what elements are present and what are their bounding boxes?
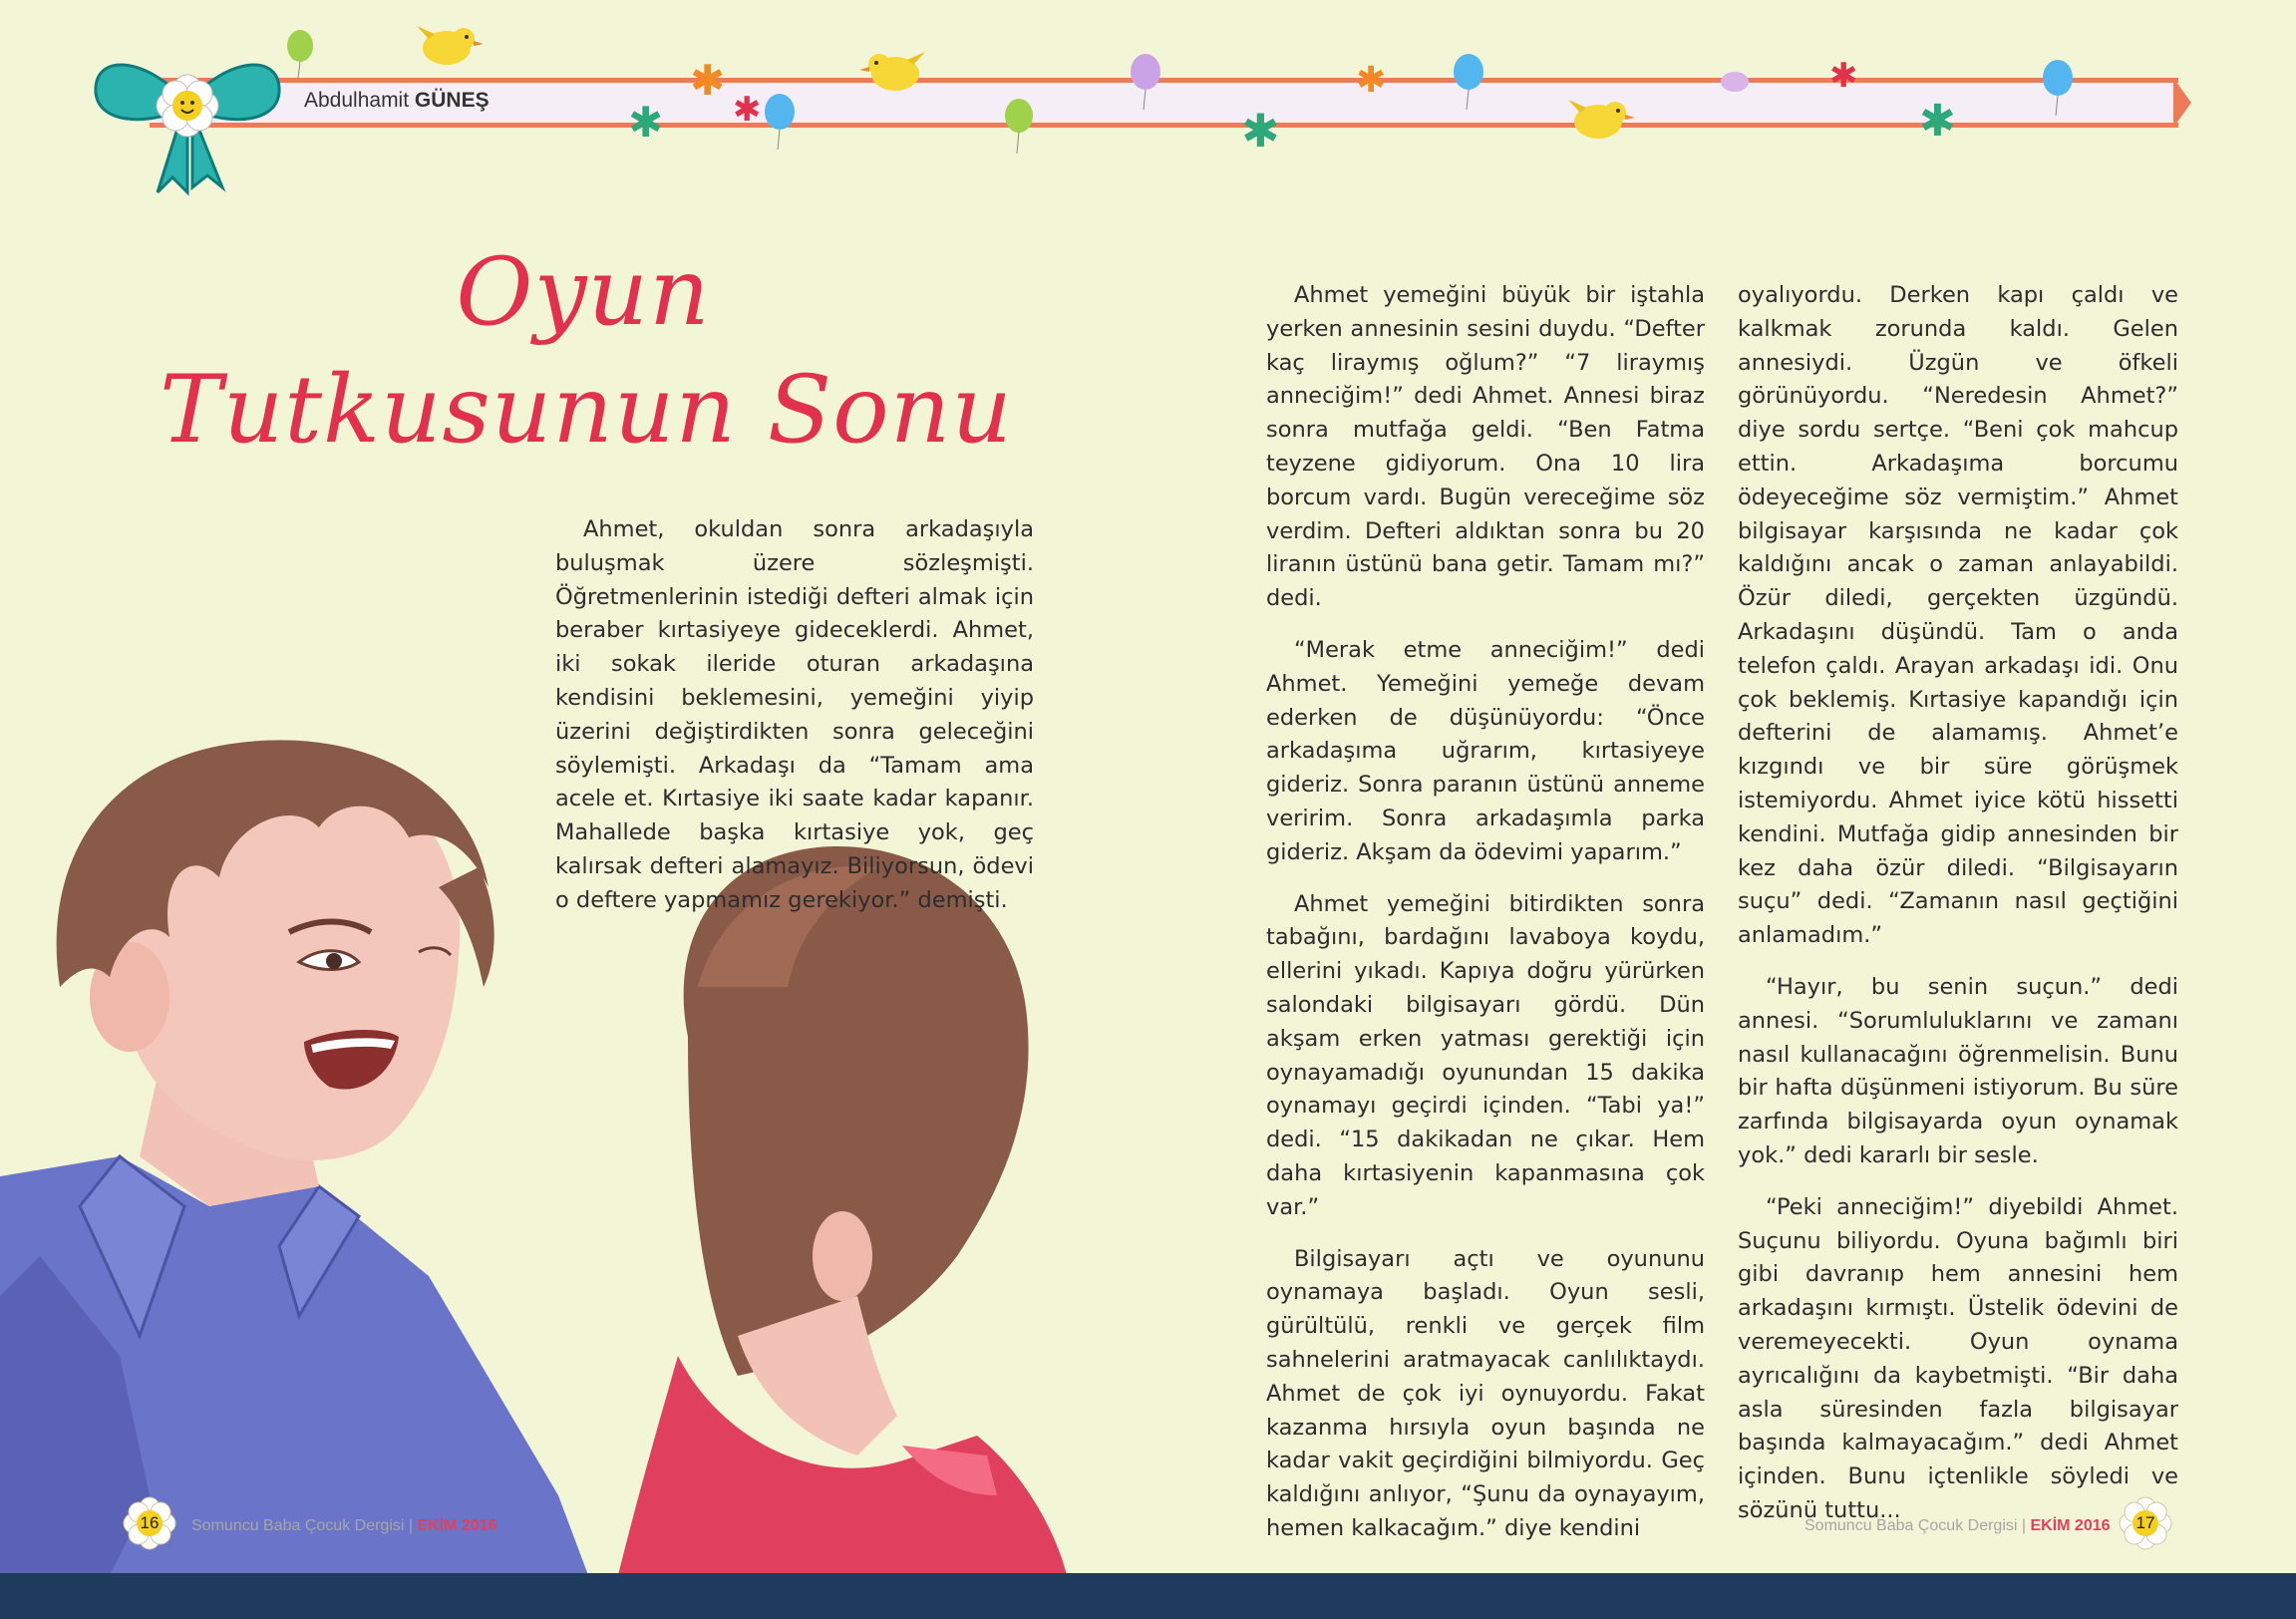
- paragraph: “Merak etme anneciğim!” dedi Ahmet. Yemeğini yemeğe devam ederken de düşünüyordu: “Önce arkadaşıma uğrarım, kırtasiyeye gideriz. Sonra paranın üstünü anneme veririm. Sonra arkadaşımla parka gideriz. Akşam da ödevimi yaparım.”: [1266, 636, 1705, 865]
- title-line-2: Tutkusunun Sonu: [160, 356, 1013, 465]
- magazine-name: Somuncu Baba Çocuk Dergisi |: [191, 1517, 418, 1534]
- balloon-icon: [1717, 66, 1753, 102]
- bow-flower-icon: [88, 28, 287, 197]
- magazine-name: Somuncu Baba Çocuk Dergisi |: [1804, 1517, 2031, 1534]
- paragraph: oyalıyordu. Derken kapı çaldı ve kalkmak zorunda kaldı. Gelen annesiydi. Üzgün ve öfkeli görünüyordu. “Neredesin Ahmet?” diye sordu sertçe. “Beni çok mahcup ettin. Arkadaşıma borcumu ödeyeceğime söz vermiştim.” Ahmet bilgisayar karşısında ne kadar çok kaldığını ancak o zaman anlayabildi. Özür diledi, gerçekten üzgündü. Arkadaşını düşündü. Tam o anda telefon çaldı. Arayan arkadaşı idi. Onu çok beklemiş. Kırtasiye kapandığı için defterini de alamamış. Ahmet’e kızgındı ve bir süre görüşmek istemiyordu. Ahmet iyice kötü hissetti kendini. Mutfağa gidip annesinden bir kez daha özür diledi. “Bilgisayarın suçu” dedi. “Zamanın nasıl geçtiğini anlamadım.”: [1738, 282, 2178, 949]
- issue-month: EKİM 2016: [417, 1517, 497, 1534]
- issue-month: EKİM 2016: [2030, 1517, 2111, 1534]
- footer-bar: [0, 1573, 2296, 1619]
- page-number-right: [2118, 1495, 2173, 1551]
- flower-icon: ✱: [733, 90, 762, 130]
- flower-icon: ✱: [1919, 96, 1956, 147]
- title-line-1: Oyun: [456, 238, 711, 347]
- bird-icon: [857, 40, 937, 100]
- author-name: [304, 89, 490, 113]
- article-column-1: [555, 513, 1034, 936]
- footer-left: [191, 1517, 497, 1535]
- flower-icon: ✱: [1241, 104, 1280, 158]
- balloon-icon: [1129, 52, 1164, 112]
- paragraph: “Hayır, bu senin suçun.” dedi annesi. “Sorumluluklarını ve zamanı nasıl kullanacağını öğrenmelisin. Bunu bir hafta düşünmeni istiyorum. Bu süre zarfında bilgisayarda oyun oynamak yok.” dedi kararlı bir sesle.: [1738, 973, 2178, 1168]
- balloon-icon: [2041, 58, 2077, 118]
- bird-icon: [409, 14, 489, 74]
- article-column-3: [1738, 279, 2178, 1546]
- flower-icon: ✱: [690, 56, 726, 105]
- page-number-text: 17: [2135, 1513, 2155, 1532]
- author-last-name: GÜNEŞ: [414, 89, 490, 112]
- article-column-2: [1266, 279, 1705, 1564]
- flower-icon: ✱: [1829, 56, 1858, 96]
- article-title: [160, 234, 1013, 470]
- paragraph: Bilgisayarı açtı ve oyununu oynamaya başladı. Oyun sesli, gürültülü, renkli ve gerçek film sahnelerini aratmayacak canlılıktaydı. Ahmet de çok iyi oynuyordu. Fakat kazanma hırsıyla oyun başında ne kadar vakit geçirdiğini bilmiyordu. Geç kaldığını anlıyor, “Şunu da oynayayım, hemen kalkacağım.” diye kendini: [1266, 1245, 1705, 1541]
- page-number-left: [122, 1495, 177, 1551]
- paragraph: Ahmet, okuldan sonra arkadaşıyla buluşmak üzere sözleşmişti. Öğretmenlerinin istediği defteri almak için beraber kırtasiyeye gideceklerdi. Ahmet, iki sokak ileride oturan arkadaşına kendisini beklemesini, yemeğini yiyip üzerini değiştirdikten sonra geleceğini söylemişti. Arkadaşı da “Tamam ama acele et. Kırtasiye iki saate kadar kapanır. Mahallede başka kırtasiye yok, geç kalırsak defteri alamayız. Biliyorsun, ödevi o deftere yapmamız gerekiyor.” demişti.: [555, 516, 1034, 913]
- footer-right: [1804, 1517, 2111, 1535]
- balloon-icon: [1452, 52, 1487, 112]
- paragraph: Ahmet yemeğini bitirdikten sonra tabağını, bardağını lavaboya koydu, ellerini yıkadı. Kapıya doğru yürürken salondaki bilgisayarı gördü. Dün akşam erken yatması gerektiği için oynayamadığı oyunundan 15 dakika oynamayı geçirdi içinden. “Tabi ya!” dedi. “15 dakikadan ne çıkar. Hem daha kırtasiyenin kapanmasına çok var.”: [1266, 890, 1705, 1220]
- paragraph: Ahmet yemeğini büyük bir iştahla yerken annesinin sesini duydu. “Defter kaç liraymış oğlum?” “7 liraymış anneciğim!” dedi Ahmet. Annesi biraz sonra mutfağa geldi. “Ben Fatma teyzene gidiyorum. Ona 10 lira borcum vardı. Bugün vereceğime söz verdim. Defteri aldıktan sonra bu 20 liranın üstünü bana getir. Tamam mı?” dedi.: [1266, 282, 1705, 612]
- bird-icon: [1560, 88, 1640, 148]
- balloon-icon: [1002, 96, 1038, 156]
- ribbon-end: [2173, 78, 2191, 128]
- balloon-icon: [284, 28, 320, 80]
- flower-icon: ✱: [628, 98, 664, 147]
- balloon-icon: [763, 92, 799, 152]
- paragraph: “Peki anneciğim!” diyebildi Ahmet. Suçunu biliyordu. Oyuna bağımlı biri gibi davranıp hem annesini hem arkadaşını kırmıştı. Üstelik ödevini de veremeyecekti. Oyun oynama ayrıcalığını da kaybetmişti. “Bir daha asla süresinden fazla bilgisayar başında kalmayacağım.” dedi Ahmet içinden. Bunu içtenlikle söyledi ve sözünü tuttu...: [1738, 1193, 2178, 1523]
- author-first-name: Abdulhamit: [304, 89, 410, 112]
- flower-icon: ✱: [1356, 60, 1387, 101]
- page-number-text: 16: [140, 1513, 160, 1532]
